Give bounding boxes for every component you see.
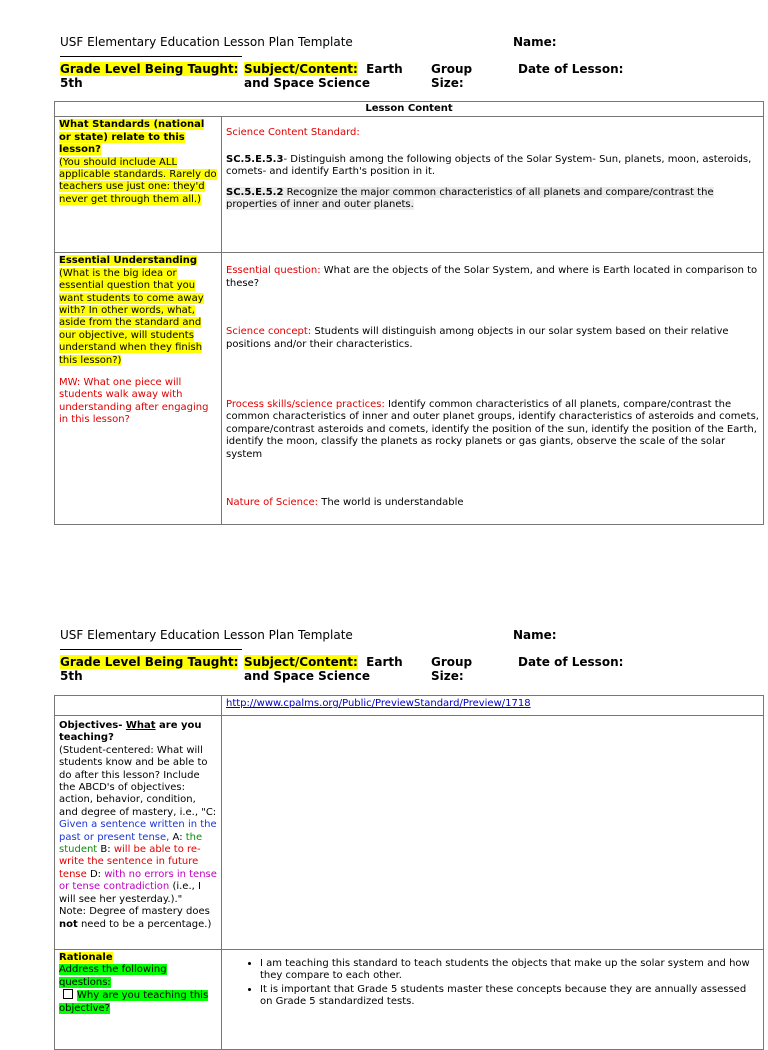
- objectives-heading-text-2: are you teaching?: [59, 720, 202, 744]
- essential-question: [226, 265, 759, 290]
- mastery-note-text-2: need to be a percentage.): [77, 918, 212, 930]
- objective-degree: with no errors in tense or tense contradiction: [59, 868, 217, 893]
- group-label: Group: [431, 62, 473, 76]
- group-label: Group: [431, 655, 473, 669]
- subject-label: Subject/Content:: [244, 62, 358, 76]
- mastery-note-text: Note: Degree of mastery does: [59, 906, 210, 918]
- eu-heading: Essential Understanding: [59, 255, 198, 267]
- eu-mw-note: MW: What one piece will students walk away with understanding after engaging in this lesson?: [59, 377, 209, 426]
- rationale-content-cell: [222, 950, 764, 1050]
- grade-level: [60, 62, 238, 90]
- standards-note: (You should include ALL applicable standards. Rarely do teachers use just one: they'd never get through them all.): [59, 156, 217, 205]
- process-skills-text: Identify common characteristics of all planets, compare/contrast the common characteristics of inner and outer planet groups, identify characteristics of asteroids and comets, compare/contrast asteroids and comets, identify the position of the sun, identify the position of the Earth, identify the moon, classify the planets as rocky planets or gas giants, observe the scale of the solar system: [226, 399, 759, 460]
- objectives-note-end: (i.e., I will see her yesterday.).": [59, 881, 201, 905]
- title-underline: [60, 649, 242, 650]
- name-label: Name:: [513, 35, 557, 49]
- grade-value: 5th: [60, 669, 83, 683]
- link-row: [55, 696, 764, 716]
- name-label: Name:: [513, 628, 557, 642]
- science-concept-text: Students will distinguish among objects in our solar system based on their relative positions and/or their characteristics.: [226, 326, 729, 350]
- objectives-content-cell: [222, 716, 764, 950]
- grade-label: Grade Level Being Taught:: [60, 655, 239, 669]
- mastery-note: [59, 906, 211, 929]
- lesson-content-title: Lesson Content: [55, 102, 764, 117]
- nature-of-science: [226, 497, 759, 509]
- nature-of-science-label: Nature of Science:: [226, 497, 319, 509]
- objective-a-label: A:: [169, 831, 186, 843]
- objectives-table: [54, 695, 764, 1050]
- rationale-row: [55, 950, 764, 1050]
- rationale-question-1: [59, 990, 208, 1013]
- process-skills-label: Process skills/science practices:: [226, 399, 385, 411]
- title-underline: [60, 56, 242, 57]
- subject-value-cont: and Space Science: [244, 76, 370, 90]
- objectives-heading-text: Objectives-: [59, 720, 126, 731]
- eu-content-cell: [222, 253, 764, 525]
- science-concept: [226, 326, 759, 351]
- objective-condition: Given a sentence written in the past or present tense,: [59, 819, 217, 843]
- subject: [244, 62, 403, 90]
- standard-text: - Distinguish among the following objects of the Solar System- Sun, planets, moon, asteroids, comets- and identify Earth's position in it.: [226, 153, 752, 178]
- science-content-standard-label: Science Content Standard:: [226, 127, 360, 139]
- group-size: [431, 62, 472, 90]
- standard-sc-5-e-5-3: [226, 154, 759, 179]
- objectives-heading-what: What: [125, 720, 156, 731]
- date-label: Date of Lesson:: [518, 655, 624, 669]
- subject: [244, 655, 403, 683]
- grade-value: 5th: [60, 76, 83, 90]
- list-item: • It is important that Grade 5 students master these concepts because they are annually assessed on Grade 5 standardized tests.: [260, 984, 759, 1009]
- template-title: USF Elementary Education Lesson Plan Template: [60, 35, 353, 49]
- nature-of-science-text: The world is understandable: [318, 497, 464, 509]
- process-skills: [226, 399, 759, 461]
- group-size: [431, 655, 472, 683]
- link-cell: [222, 696, 764, 716]
- table-header-row: [55, 102, 764, 117]
- objectives-prompt-cell: [55, 716, 222, 950]
- grade-level: [60, 655, 238, 683]
- standards-content-cell: [222, 117, 764, 253]
- rationale-note: Address the following questions:: [59, 964, 167, 988]
- essential-understanding-row: [55, 253, 764, 525]
- rationale-list: [226, 958, 759, 1009]
- subject-value: Earth: [366, 62, 403, 76]
- rationale-heading: Rationale: [59, 952, 113, 963]
- subject-value-cont: and Space Science: [244, 669, 370, 683]
- size-label: Size:: [431, 669, 464, 683]
- science-concept-label: Science concept:: [226, 326, 312, 338]
- objective-d-label: D:: [86, 868, 105, 880]
- essential-question-label: Essential question:: [226, 265, 321, 277]
- size-label: Size:: [431, 76, 464, 90]
- eu-prompt-cell: [55, 253, 222, 525]
- objectives-row: [55, 716, 764, 950]
- date-of-lesson: [518, 62, 623, 76]
- objective-behavior: will be able to re-write the sentence in future tense: [59, 844, 201, 880]
- eu-note: (What is the big idea or essential question that you want students to come away with? In other words, what, aside from the standard and our objective, will students understand when they finish this lesson?): [59, 267, 204, 366]
- date-of-lesson: [518, 655, 623, 669]
- standards-prompt-cell: [55, 117, 222, 253]
- objectives-heading: [59, 720, 202, 743]
- cpalms-standard-link[interactable]: http://www.cpalms.org/Public/PreviewStandard/Preview/1718: [226, 698, 531, 709]
- lesson-content-table: [54, 101, 764, 525]
- standard-sc-5-e-5-2: [226, 187, 759, 212]
- subject-value: Earth: [366, 655, 403, 669]
- objectives-note: [59, 745, 217, 905]
- date-label: Date of Lesson:: [518, 62, 624, 76]
- checkbox-icon[interactable]: [63, 989, 73, 999]
- rationale-question-text: Why are you teaching this objective?: [59, 990, 209, 1014]
- grade-label: Grade Level Being Taught:: [60, 62, 239, 76]
- link-row-empty: [55, 696, 222, 716]
- subject-label: Subject/Content:: [244, 655, 358, 669]
- standard-code: SC.5.E.5.2: [226, 186, 284, 198]
- list-item: • I am teaching this standard to teach students the objects that make up the solar system and how they compare to each other.: [260, 958, 759, 983]
- objectives-note-text: (Student-centered: What will students know and be able to do after this lesson? Include the ABCD's of objectives: action, behavior, condition, and degree of mastery, i.e., "C:: [59, 744, 217, 818]
- mastery-note-not: not: [59, 918, 78, 930]
- rationale-prompt-cell: [55, 950, 222, 1050]
- standard-text: Recognize the major common characteristics of all planets and compare/contrast the properties of inner and outer planets.: [226, 186, 714, 211]
- standard-code: SC.5.E.5.3: [226, 153, 284, 165]
- essential-question-text: What are the objects of the Solar System, and where is Earth located in comparison to these?: [226, 265, 758, 289]
- objective-audience: the student: [59, 831, 203, 856]
- template-title: USF Elementary Education Lesson Plan Template: [60, 628, 353, 642]
- standards-row: [55, 117, 764, 253]
- standards-heading: What Standards (national or state) relate to this lesson?: [59, 119, 205, 156]
- objective-b-label: B:: [97, 844, 114, 856]
